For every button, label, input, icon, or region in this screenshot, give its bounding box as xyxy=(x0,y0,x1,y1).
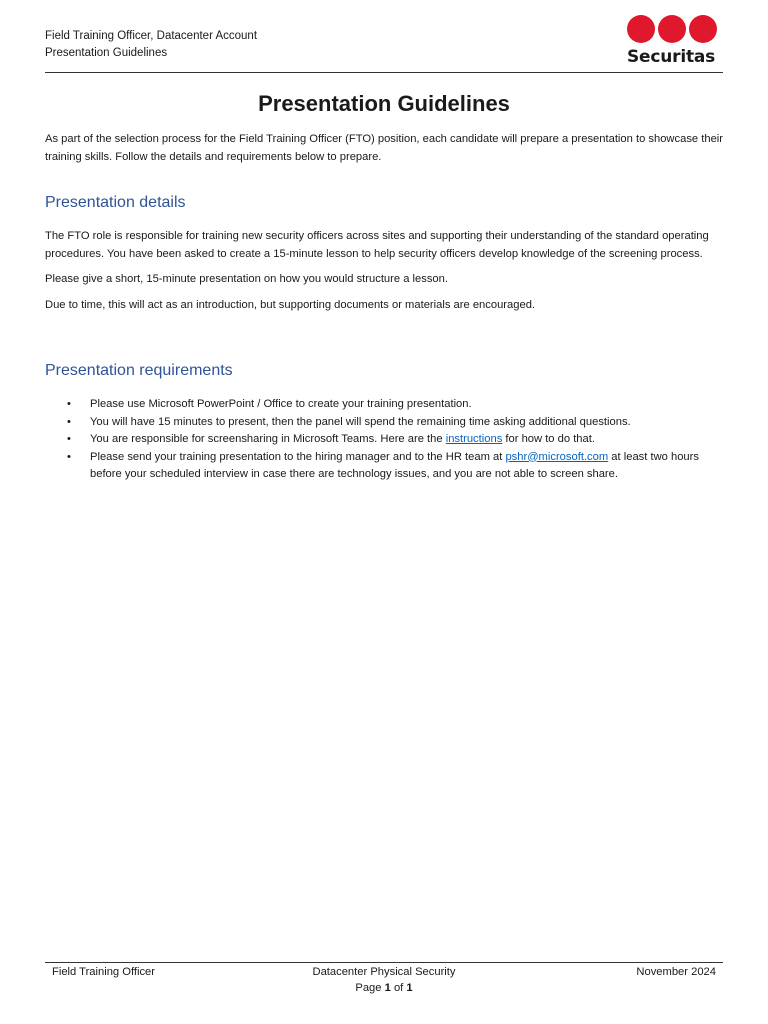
details-heading: Presentation details xyxy=(45,194,186,211)
details-paragraph: Due to time, this will act as an introduction, but supporting documents or materials are encouraged. xyxy=(45,298,536,311)
bullet-icon: • xyxy=(67,450,71,463)
header-line-document: Presentation Guidelines xyxy=(45,47,168,59)
footer-divider xyxy=(45,962,723,963)
page-number xyxy=(52,980,716,996)
instructions-link[interactable]: instructions xyxy=(445,433,503,445)
logo-dot-icon xyxy=(658,15,686,43)
requirements-list xyxy=(45,396,725,484)
page-title: Presentation Guidelines xyxy=(258,91,510,116)
logo-wordmark: Securitas xyxy=(627,47,716,67)
footer-date: November 2024 xyxy=(636,966,716,978)
list-item-text: Please use Microsoft PowerPoint / Office to create your training presentation. xyxy=(90,398,472,410)
page-prefix: Page xyxy=(355,982,385,994)
requirements-heading: Presentation requirements xyxy=(45,362,233,379)
list-item xyxy=(45,414,725,432)
intro-paragraph: As part of the selection process for the Field Training Officer (FTO) position, each candidate will prepare a presentation to showcase their training skills. Follow the details and requirements below to prepare. xyxy=(45,133,724,163)
securitas-logo xyxy=(627,15,723,69)
details-paragraph: Please give a short, 15-minute presentation on how you would structure a lesson. xyxy=(45,273,448,285)
logo-dot-icon xyxy=(627,15,655,43)
list-item-text-before: You are responsible for screensharing in Microsoft Teams. Here are the xyxy=(90,433,446,445)
list-item xyxy=(45,396,725,414)
page-header xyxy=(45,28,723,72)
page-total: 1 xyxy=(406,982,413,994)
footer-role: Field Training Officer xyxy=(52,966,156,978)
list-item-text-before: Please send your training presentation to the hiring manager and to the HR team at xyxy=(90,450,506,463)
header-line-account: Field Training Officer, Datacenter Account xyxy=(45,30,258,42)
header-divider xyxy=(45,72,723,73)
logo-dot-icon xyxy=(689,15,717,43)
document-body xyxy=(45,131,725,484)
footer-department: Datacenter Physical Security xyxy=(312,966,456,978)
page-current: 1 xyxy=(384,982,391,994)
list-item xyxy=(45,449,725,484)
bullet-icon: • xyxy=(67,398,71,410)
list-item-text-after: for how to do that. xyxy=(502,433,595,445)
list-item-text: You will have 15 minutes to present, then the panel will spend the remaining time asking additional questions. xyxy=(90,415,631,428)
page-of: of xyxy=(390,982,407,994)
list-item-text-after: at least two hours before your scheduled interview in case there are technology issues, and you are not able to screen share. xyxy=(90,450,699,480)
bullet-icon: • xyxy=(67,433,71,445)
bullet-icon: • xyxy=(67,415,71,428)
list-item xyxy=(45,431,725,449)
email-link[interactable]: pshr@microsoft.com xyxy=(505,450,609,463)
details-paragraph: The FTO role is responsible for training new security officers across sites and supporting their understanding of the standard operating procedures. You have been asked to create a 15-minute lesson to help security officers develop knowledge of the screening process. xyxy=(45,230,709,260)
logo-dots xyxy=(627,15,723,43)
